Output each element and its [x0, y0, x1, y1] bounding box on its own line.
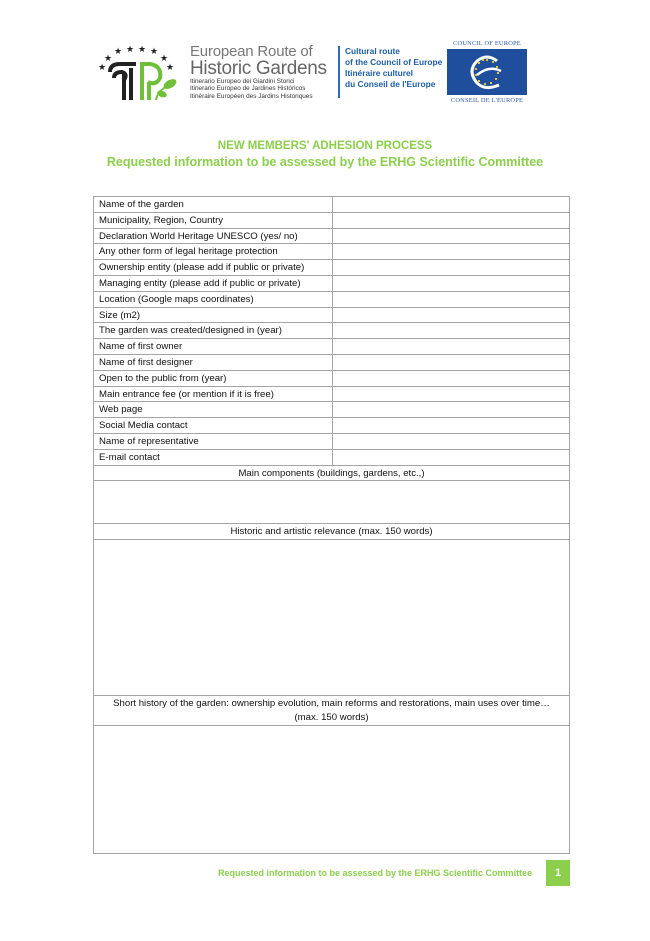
section-answer-row	[94, 481, 570, 524]
section-header-row	[94, 465, 570, 481]
coe-bottom-text: CONSEIL DE L'EUROPE	[450, 97, 524, 104]
section-answer-row	[94, 725, 570, 853]
field-label: Ownership entity (please add if public or private)	[94, 260, 333, 276]
form-row	[94, 260, 570, 276]
field-value-input[interactable]	[333, 449, 570, 465]
erhg-subtitle: Itinéraire Européen des Jardins Historiques	[190, 92, 313, 100]
erhg-logo-text	[190, 44, 327, 100]
field-label: E-mail contact	[94, 449, 333, 465]
section-answer-input[interactable]	[94, 725, 570, 853]
field-value-input[interactable]	[333, 212, 570, 228]
section-heading: Short history of the garden: ownership evolution, main reforms and restorations, main uses over time… (max. 150 words)	[94, 696, 570, 726]
field-value-input[interactable]	[333, 275, 570, 291]
cultural-route-text	[345, 46, 442, 90]
cultural-route-line: Itinéraire culturel	[345, 68, 413, 78]
form-row	[94, 354, 570, 370]
section-heading: Historic and artistic relevance (max. 150 words)	[94, 524, 570, 540]
form-row	[94, 212, 570, 228]
coe-top-text: COUNCIL OF EUROPE	[453, 40, 521, 47]
field-label: Municipality, Region, Country	[94, 212, 333, 228]
field-value-input[interactable]	[333, 339, 570, 355]
page-title: NEW MEMBERS' ADHESION PROCESS	[217, 140, 433, 152]
svg-text:★: ★	[114, 46, 123, 56]
field-value-input[interactable]	[333, 244, 570, 260]
field-label: The garden was created/designed in (year)	[94, 323, 333, 339]
field-label: Open to the public from (year)	[94, 370, 333, 386]
section-header-row	[94, 524, 570, 540]
form-row	[94, 433, 570, 449]
field-value-input[interactable]	[333, 433, 570, 449]
field-label: Social Media contact	[94, 418, 333, 434]
form-row	[94, 386, 570, 402]
field-label: Name of the garden	[94, 197, 333, 213]
field-label: Main entrance fee (or mention if it is free)	[94, 386, 333, 402]
section-answer-input[interactable]	[94, 481, 570, 524]
form-row	[94, 197, 570, 213]
field-value-input[interactable]	[333, 354, 570, 370]
field-label: Declaration World Heritage UNESCO (yes/ no)	[94, 228, 333, 244]
form-row	[94, 418, 570, 434]
form-row	[94, 307, 570, 323]
cultural-route-line: du Conseil de l'Europe	[345, 79, 436, 89]
section-header-row	[94, 696, 570, 726]
field-value-input[interactable]	[333, 228, 570, 244]
section-heading: Main components (buildings, gardens, etc.,)	[94, 465, 570, 481]
form-row	[94, 402, 570, 418]
erhg-line1: European Route of	[190, 43, 313, 60]
page-number: 1	[546, 860, 570, 886]
cultural-route-line: of the Council of Europe	[345, 57, 443, 67]
svg-text:★: ★	[160, 53, 169, 63]
garden-info-form	[93, 196, 570, 854]
section-answer-input[interactable]	[94, 540, 570, 696]
svg-text:★: ★	[104, 53, 113, 63]
field-label: Name of representative	[94, 433, 333, 449]
erhg-line2: Historic Gardens	[190, 58, 327, 79]
field-label: Web page	[94, 402, 333, 418]
cultural-route-divider	[338, 46, 340, 98]
field-value-input[interactable]	[333, 260, 570, 276]
field-label: Location (Google maps coordinates)	[94, 291, 333, 307]
form-row	[94, 228, 570, 244]
field-value-input[interactable]	[333, 291, 570, 307]
erhg-subtitle: Itinerario Europeo de Jardines Históricos	[190, 85, 306, 93]
field-value-input[interactable]	[333, 418, 570, 434]
field-value-input[interactable]	[333, 386, 570, 402]
field-value-input[interactable]	[333, 370, 570, 386]
form-row	[94, 275, 570, 291]
form-row	[94, 370, 570, 386]
council-of-europe-logo	[446, 40, 528, 104]
erhg-subtitle: Itinerario Europeo dei Giardini Storici	[190, 78, 295, 85]
field-label: Size (m2)	[94, 307, 333, 323]
field-label: Name of first designer	[94, 354, 333, 370]
field-label: Managing entity (please add if public or private)	[94, 275, 333, 291]
page-subtitle: Requested information to be assessed by the ERHG Scientific Committee	[106, 155, 544, 169]
svg-text:★: ★	[166, 62, 175, 72]
svg-text:★: ★	[98, 62, 107, 72]
council-of-europe-flag-icon	[447, 49, 527, 95]
form-row	[94, 244, 570, 260]
form-row	[94, 449, 570, 465]
svg-text:★: ★	[126, 44, 135, 54]
section-answer-row	[94, 540, 570, 696]
field-value-input[interactable]	[333, 323, 570, 339]
field-label: Name of first owner	[94, 339, 333, 355]
form-row	[94, 291, 570, 307]
field-value-input[interactable]	[333, 402, 570, 418]
cultural-route-line: Cultural route	[345, 46, 400, 56]
field-value-input[interactable]	[333, 197, 570, 213]
field-value-input[interactable]	[333, 307, 570, 323]
form-row	[94, 323, 570, 339]
form-row	[94, 339, 570, 355]
erhg-garden-logo-icon	[96, 44, 182, 106]
svg-text:★: ★	[138, 44, 147, 54]
footer-text: Requested information to be assessed by the ERHG Scientific Committee	[218, 868, 533, 878]
field-label: Any other form of legal heritage protection	[94, 244, 333, 260]
svg-text:★: ★	[150, 46, 159, 56]
